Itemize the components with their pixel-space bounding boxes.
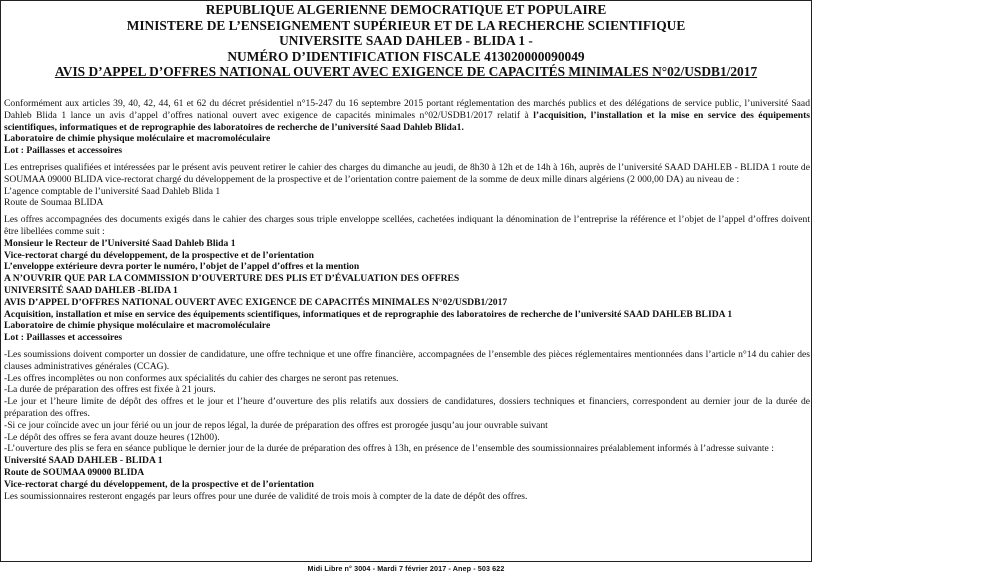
publication-footer: Midi Libre n° 3004 - Mardi 7 février 2017 - Anep - 503 622 [307, 564, 505, 573]
offres-recipient: Monsieur le Recteur de l’Université Saad Dahleb Blida 1 [4, 237, 236, 249]
condition-item: -L’ouverture des plis se fera en séance publique le dernier jour de la durée de préparation des offres à 13h, en présence de l’ensemble des soumissionnaires préalablement informés à l’adresse suivante : [4, 443, 774, 455]
intro-lot: Lot : Paillasses et accessoires [4, 145, 123, 157]
intro-object: l’acquisition, l’installation et la mise en service des équipements scientifiques, informatiques et de reprographie des laboratoires de recherche de l’université Saad Dahleb Blida1. [4, 109, 810, 133]
header-university: UNIVERSITE SAAD DAHLEB - BLIDA 1 - [279, 33, 533, 49]
condition-item: -Le dépôt des offres se fera avant douze heures (12h00). [4, 431, 220, 443]
offres-mention: A N’OUVRIR QUE PAR LA COMMISSION D’OUVERTURE DES PLIS ET D’ÉVALUATION DES OFFRES [4, 273, 460, 285]
retrait-agence: L’agence comptable de l’université Saad Dahleb Blida 1 [4, 185, 221, 197]
address-vice-rectorat: Vice-rectorat chargé du développement, de la prospective et de l’orientation [4, 478, 314, 490]
intro-text: Conformément aux articles 39, 40, 42, 44, 61 et 62 du décret présidentiel n°15-247 du 16 septembre 2015 portant réglementation des marchés publics et des délégations de service public, l’université Saad Dahleb Blida 1 lance un avis d’appel d’offres national ouvert avec exigence de capacités minimales n°02/USDB1/2017 relatif à [4, 98, 810, 121]
offres-envelope-note: L’enveloppe extérieure devra porter le numéro, l’objet de l’appel d’offres et la mention [4, 261, 360, 273]
offres-university: UNIVERSITÉ SAAD DAHLEB -BLIDA 1 [4, 284, 178, 296]
address-route: Route de SOUMAA 09000 BLIDA [4, 466, 145, 478]
condition-item: -Le jour et l’heure limite de dépôt des offres et le jour et l’heure d’ouverture des plis relatifs aux dossiers de candidatures, dossiers techniques et financiers, correspondent au dernier jour de la durée de préparation des offres. [4, 396, 810, 419]
offres-lab: Laboratoire de chimie physique moléculaire et macromoléculaire [4, 320, 271, 332]
offres-lot: Lot : Paillasses et accessoires [4, 332, 123, 344]
offres-avis: AVIS D’APPEL D’OFFRES NATIONAL OUVERT AVEC EXIGENCE DE CAPACITÉS MINIMALES N°02/USDB1/2017 [4, 296, 508, 308]
header-ministry: MINISTERE DE L’ENSEIGNEMENT SUPÉRIEUR ET DE LA RECHERCHE SCIENTIFIQUE [126, 17, 686, 33]
offres-object: Acquisition, installation et mise en service des équipements scientifiques, informatiques et de reprographie des laboratoires de recherche de l’université SAAD DAHLEB BLIDA 1 [4, 308, 733, 320]
offres-vice-rectorat: Vice-rectorat chargé du développement, de la prospective et de l’orientation [4, 249, 314, 261]
intro-lab: Laboratoire de chimie physique moléculaire et macromoléculaire [4, 133, 271, 145]
page-title: AVIS D’APPEL D’OFFRES NATIONAL OUVERT AVEC EXIGENCE DE CAPACITÉS MINIMALES N°02/USDB1/2017 [54, 64, 758, 80]
offres-paragraph: Les offres accompagnées des documents exigés dans le cahier des charges sous triple enveloppe scellées, cachetées indiquant la dénomination de l’entreprise la référence et l’objet de l’appel d’offres doivent être libellées comme suit : [4, 214, 810, 237]
retrait-route: Route de Soumaa BLIDA [4, 197, 104, 209]
address-university: Université SAAD DAHLEB - BLIDA 1 [4, 455, 163, 467]
condition-item: -La durée de préparation des offres est fixée à 21 jours. [4, 384, 216, 396]
condition-item: -Les offres incomplètes ou non conformes aux spécialités du cahier des charges ne seront pas retenues. [4, 372, 399, 384]
document-body [4, 98, 810, 502]
header-republic: REPUBLIQUE ALGERIENNE DEMOCRATIQUE ET POPULAIRE [205, 2, 607, 17]
intro-paragraph [4, 98, 810, 133]
document-header [1, 2, 811, 80]
condition-item: -Si ce jour coïncide avec un jour férié ou un jour de repos légal, la durée de préparation des offres est prorogée jusqu’au jour ouvrable suivant [4, 419, 548, 431]
condition-item: -Les soumissions doivent comporter un dossier de candidature, une offre technique et une offre financière, accompagnées de l’ensemble des pièces réglementaires mentionnées dans l’article n°14 du cahier des clauses administratives générales (CCAG). [4, 348, 810, 372]
validity-paragraph: Les soumissionnaires resteront engagés par leurs offres pour une durée de validité de trois mois à compter de la date de dépôt des offres. [4, 490, 528, 502]
retrait-paragraph: Les entreprises qualifiées et intéressées par le présent avis peuvent retirer le cahier des charges du dimanche au jeudi, de 8h30 à 12h et de 14h à 16h, auprès de l’université SAAD DAHLEB - BLIDA 1 route de SOUMAA 09000 BLIDA vice-rectorat chargé du développement de la prospective et de l’orientation contre paiement de la somme de deux mille dinars algériens (2 000,00 DA) au niveau de : [4, 161, 810, 185]
header-fiscal-id: NUMÉRO D’IDENTIFICATION FISCALE 413020000090049 [227, 48, 585, 64]
